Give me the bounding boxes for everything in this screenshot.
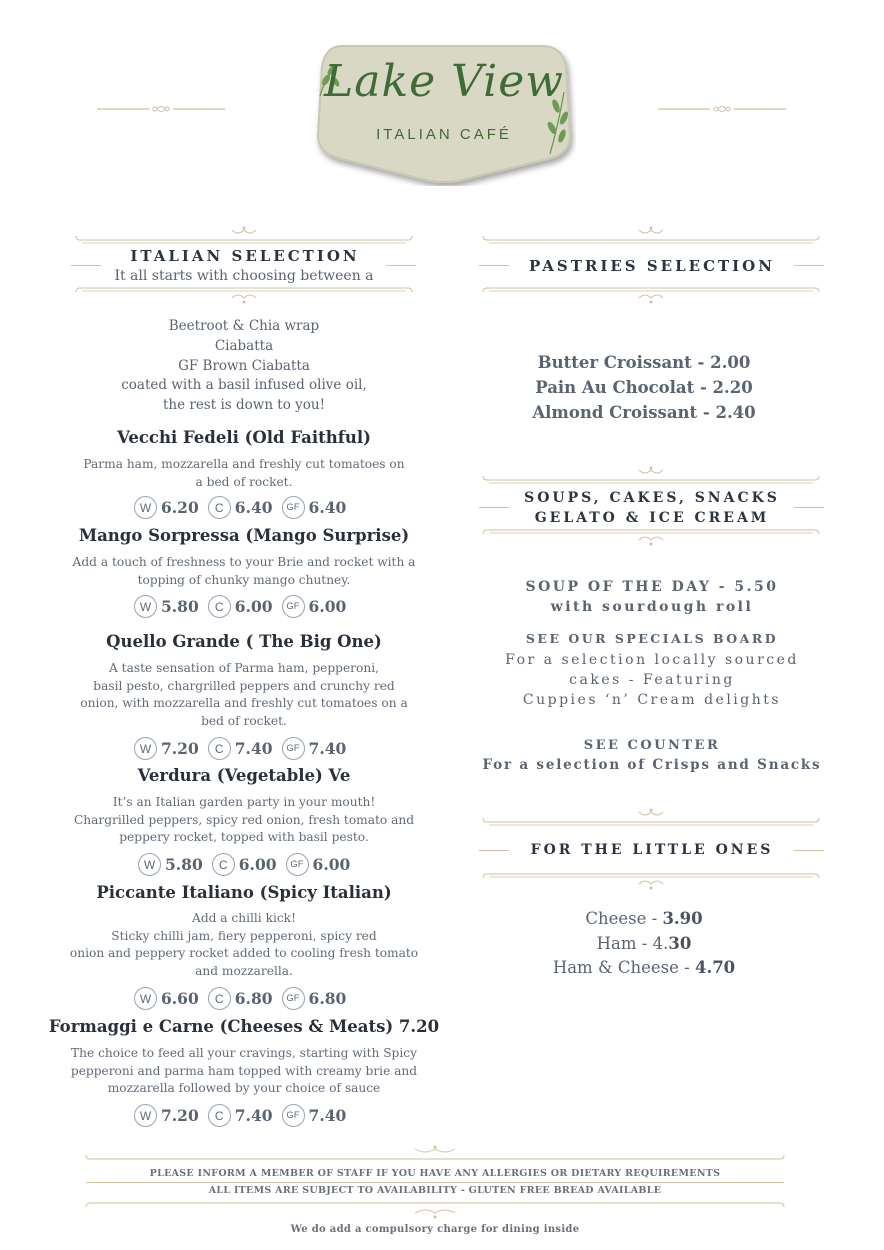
desc-line: onion, with mozzarella and freshly cut tomatoes on a: [80, 696, 408, 710]
ciabatta-price: 7.40: [234, 739, 273, 758]
gf-badge: GF: [282, 987, 305, 1010]
desc-line: Parma ham, mozzarella and freshly cut tomatoes on: [83, 457, 405, 471]
gf-badge: GF: [282, 1104, 305, 1127]
gf-badge: GF: [282, 737, 305, 760]
gf-badge: GF: [282, 595, 305, 618]
desc-line: and mozzarella.: [195, 963, 293, 978]
italian-section-title: ITALIAN SELECTION: [130, 247, 360, 265]
price-row: [134, 595, 351, 618]
desc-line: It’s an Italian garden party in your mouth!: [112, 795, 376, 809]
ciabatta-badge: C: [212, 853, 235, 876]
ciabatta-price: 6.80: [234, 989, 273, 1008]
menu-item-title: Verdura (Vegetable) Ve: [137, 766, 351, 785]
menu-item-description: [54, 794, 434, 847]
desc-line: The choice to feed all your cravings, starting with Spicy: [71, 1046, 417, 1060]
ciabatta-price: 6.00: [234, 597, 273, 616]
intro-line: coated with a basil infused olive oil,: [121, 377, 367, 394]
soups-rule-left: [479, 507, 509, 508]
pastries-ornament-top: [481, 224, 821, 246]
wrap-price: 5.80: [165, 855, 203, 874]
ciabatta-price: 6.00: [238, 855, 277, 874]
wrap-price: 5.80: [161, 597, 199, 616]
specials-text: [464, 650, 840, 710]
price-row: [134, 496, 351, 519]
wrap-price: 7.20: [161, 1106, 199, 1125]
price-row: [134, 987, 351, 1010]
pastry-item: Butter Croissant - 2.00: [537, 353, 751, 372]
gf-badge: GF: [282, 496, 305, 519]
menu-item-description: [54, 554, 434, 589]
gf-badge: GF: [286, 853, 309, 876]
dining-charge-notice: We do add a compulsory charge for dining inside: [290, 1224, 580, 1235]
wrap-price: 6.20: [161, 498, 199, 517]
menu-item-description: [54, 910, 434, 980]
menu-item-description: [54, 456, 434, 491]
desc-line: Add a touch of freshness to your Brie and rocket with a: [72, 555, 416, 569]
menu-item-description: [54, 1045, 434, 1098]
gf-price: 6.40: [308, 498, 347, 517]
logo-script-title: Lake View: [324, 56, 564, 107]
wrap-badge: W: [134, 595, 157, 618]
logo-subtitle: ITALIAN CAFÉ: [376, 126, 512, 143]
soups-ornament-top: [481, 464, 821, 486]
price-row: [134, 737, 351, 760]
desc-line: basil pesto, chargrilled peppers and crunchy red: [93, 678, 395, 693]
soup-accompaniment: with sourdough roll: [550, 599, 754, 615]
pastries-section-title: PASTRIES SELECTION: [529, 257, 775, 275]
wrap-badge: W: [138, 853, 161, 876]
desc-line: bed of rocket.: [201, 713, 287, 728]
wrap-badge: W: [134, 1104, 157, 1127]
desc-line: mozzarella followed by your choice of sauce: [107, 1081, 381, 1095]
footer-divider: [86, 1182, 784, 1183]
ciabatta-price: 7.40: [234, 1106, 273, 1125]
wrap-price: 6.60: [161, 989, 199, 1008]
pastries-list: [494, 350, 794, 425]
pastries-rule-right: [794, 265, 824, 266]
price-row: [134, 1104, 351, 1127]
kids-item-name: Ham - 4.: [596, 933, 669, 953]
gf-price: 6.00: [308, 597, 347, 616]
soups-ornament-bottom: [481, 528, 821, 550]
logo-left-ornament: [97, 100, 225, 112]
gf-price: 6.80: [308, 989, 347, 1008]
menu-item-description: [54, 660, 434, 730]
little-section-title: FOR THE LITTLE ONES: [530, 842, 774, 858]
desc-line: a bed of rocket.: [195, 474, 293, 489]
soups-section-title-1: SOUPS, CAKES, SNACKS: [524, 490, 780, 506]
little-rule-right: [794, 850, 824, 851]
desc-line: peppery rocket, topped with basil pesto.: [119, 830, 369, 844]
ciabatta-badge: C: [208, 737, 231, 760]
pastries-ornament-bottom: [481, 286, 821, 308]
intro-line: the rest is down to you!: [162, 397, 326, 414]
desc-line: pepperoni and parma ham topped with creamy brie and: [70, 1063, 418, 1078]
counter-text: For a selection of Crisps and Snacks: [482, 757, 822, 773]
kids-item: [494, 932, 794, 957]
cafe-logo: [312, 36, 576, 186]
little-list: [494, 907, 794, 981]
kids-item-name: Ham & Cheese -: [552, 958, 695, 977]
menu-item-title: Vecchi Fedeli (Old Faithful): [117, 428, 371, 447]
kids-item-price: 30: [668, 933, 692, 953]
ciabatta-badge: C: [208, 987, 231, 1010]
gf-price: 7.40: [308, 739, 347, 758]
little-ornament-top: [481, 806, 821, 828]
menu-item-title: Formaggi e Carne (Cheeses & Meats) 7.20: [48, 1017, 440, 1036]
italian-subtitle: It all starts with choosing between a: [114, 268, 374, 284]
intro-line: GF Brown Ciabatta: [178, 357, 310, 374]
ciabatta-price: 6.40: [234, 498, 273, 517]
specials-line: cakes - Featuring: [569, 672, 735, 688]
specials-line: Cuppies ‘n’ Cream delights: [522, 692, 782, 708]
desc-line: topping of chunky mango chutney.: [137, 572, 351, 587]
kids-item-price: 4.70: [694, 958, 736, 977]
menu-item-title: Quello Grande ( The Big One): [106, 632, 382, 651]
availability-notice: ALL ITEMS ARE SUBJECT TO AVAILABILITY - GLUTEN FREE BREAD AVAILABLE: [208, 1185, 662, 1196]
pastry-item: Pain Au Chocolat - 2.20: [535, 378, 753, 397]
kids-item: [494, 907, 794, 932]
little-ornament-bottom: [481, 872, 821, 894]
wrap-badge: W: [134, 737, 157, 760]
logo-right-ornament: [658, 100, 786, 112]
soup-of-the-day: SOUP OF THE DAY - 5.50: [525, 579, 779, 595]
soups-section-title-2: GELATO & ICE CREAM: [534, 510, 770, 526]
pastry-item: Almond Croissant - 2.40: [532, 403, 756, 422]
footer-ornament-top: [84, 1143, 786, 1165]
gf-price: 6.00: [312, 855, 351, 874]
specials-title: SEE OUR SPECIALS BOARD: [525, 631, 779, 646]
kids-item: [494, 956, 794, 981]
italian-header-ornament-top: [74, 224, 414, 246]
wrap-badge: W: [134, 496, 157, 519]
counter-title: SEE COUNTER: [583, 738, 721, 753]
specials-line: For a selection locally sourced: [505, 652, 799, 668]
ciabatta-badge: C: [208, 1104, 231, 1127]
intro-line: Beetroot & Chia wrap: [168, 318, 320, 334]
allergy-notice: PLEASE INFORM A MEMBER OF STAFF IF YOU HAVE ANY ALLERGIES OR DIETARY REQUIREMENTS: [149, 1168, 721, 1179]
menu-item-title: Piccante Italiano (Spicy Italian): [96, 883, 392, 902]
desc-line: Sticky chilli jam, fiery pepperoni, spicy red: [111, 928, 377, 943]
ciabatta-badge: C: [208, 496, 231, 519]
little-rule-left: [479, 850, 509, 851]
gf-price: 7.40: [308, 1106, 347, 1125]
desc-line: A taste sensation of Parma ham, pepperoni,: [109, 661, 379, 675]
menu-item-title: Mango Sorpressa (Mango Surprise): [78, 526, 410, 545]
italian-title-rule-left: [71, 265, 101, 266]
intro-line: Ciabatta: [214, 337, 274, 354]
italian-title-rule-right: [386, 265, 416, 266]
wrap-price: 7.20: [161, 739, 199, 758]
footer-ornament-bottom: [84, 1201, 786, 1223]
italian-header-ornament-bottom: [74, 286, 414, 308]
wrap-badge: W: [134, 987, 157, 1010]
italian-intro: [94, 317, 394, 416]
price-row: [138, 853, 355, 876]
kids-item-price: 3.90: [662, 909, 703, 928]
desc-line: Chargrilled peppers, spicy red onion, fresh tomato and: [73, 812, 415, 827]
kids-item-name: Cheese -: [585, 909, 663, 928]
desc-line: Add a chilli kick!: [192, 911, 296, 925]
pastries-rule-left: [479, 265, 509, 266]
ciabatta-badge: C: [208, 595, 231, 618]
soups-rule-right: [794, 507, 824, 508]
desc-line: onion and peppery rocket added to cooling fresh tomato: [69, 946, 419, 960]
